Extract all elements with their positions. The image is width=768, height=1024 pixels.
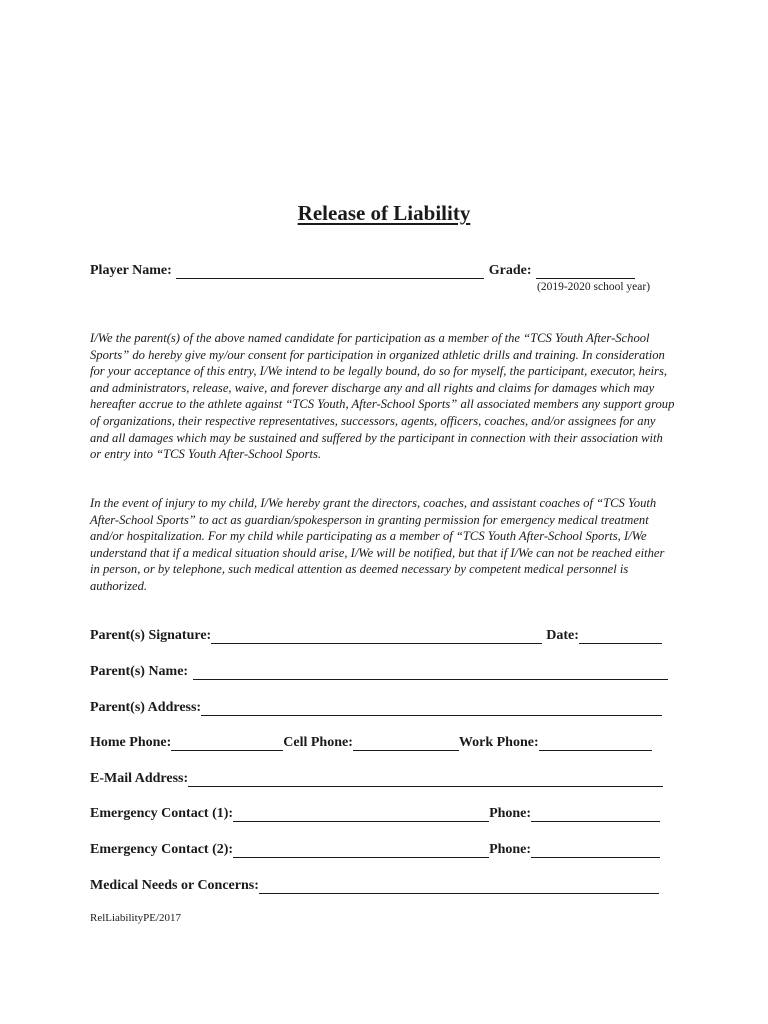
emergency-phone-1-field[interactable]: [531, 808, 660, 822]
phones-row: [90, 735, 652, 751]
player-name-label: Player Name:: [90, 263, 172, 278]
signature-row: [90, 628, 662, 644]
parent-signature-label: Parent(s) Signature:: [90, 628, 212, 643]
school-year-note: (2019-2020 school year): [537, 281, 651, 293]
parent-address-row: [90, 700, 662, 716]
emergency-contact-2-field[interactable]: [233, 844, 489, 858]
emergency-phone-2-label: Phone:: [489, 842, 532, 857]
work-phone-field[interactable]: [539, 737, 652, 751]
emergency-contact-1-field[interactable]: [233, 808, 489, 822]
medical-needs-row: [90, 878, 659, 894]
player-grade-row: [90, 263, 635, 279]
email-address-label: E-Mail Address:: [90, 771, 189, 786]
parent-signature-field[interactable]: [211, 630, 542, 644]
cell-phone-label: Cell Phone:: [283, 735, 353, 750]
player-name-field[interactable]: [176, 265, 484, 279]
medical-needs-field[interactable]: [259, 880, 659, 894]
emergency-contact-2-row: [90, 842, 660, 858]
medical-needs-label: Medical Needs or Concerns:: [90, 878, 259, 893]
emergency-contact-1-row: [90, 806, 660, 822]
emergency-phone-1-label: Phone:: [489, 806, 532, 821]
document-footer-code: RelLiabilityPE/2017: [90, 912, 182, 924]
work-phone-label: Work Phone:: [458, 735, 539, 750]
document-title: Release of Liability: [297, 201, 471, 225]
emergency-contact-2-label: Emergency Contact (2):: [90, 842, 234, 857]
grade-field[interactable]: [536, 265, 635, 279]
emergency-contact-1-label: Emergency Contact (1):: [90, 806, 234, 821]
home-phone-label: Home Phone:: [90, 735, 172, 750]
date-field[interactable]: [579, 630, 662, 644]
consent-paragraph: I/We the parent(s) of the above named candidate for participation as a member of the “TCS Youth After-School Sports” do hereby give my/our consent for participation in organized athletic drills and training. In consideration for your acceptance of this entry, I/We intend to be legally bound, do so for myself, the participant, executor, heirs, and administrators, release, waive, and forever discharge any and all rights and claims for damages which may hereafter accrue to the athlete against “TCS Youth, After-School Sports” all associated members any support group of organizations, their respective representatives, successors, agents, officers, coaches, and/or assignees for any and all damages which may be sustained and suffered by the participant in connection with their association with or entry into “TCS Youth After-School Sports.: [90, 331, 675, 462]
parent-address-field[interactable]: [201, 702, 662, 716]
home-phone-field[interactable]: [171, 737, 283, 751]
emergency-phone-2-field[interactable]: [531, 844, 660, 858]
parent-address-label: Parent(s) Address:: [90, 700, 202, 715]
parent-name-field[interactable]: [193, 666, 668, 680]
injury-paragraph: In the event of injury to my child, I/We hereby grant the directors, coaches, and assistant coaches of “TCS Youth After-School Sports” to act as guardian/spokesperson in granting permission for emergency medical treatment and/or hospitalization. For my child while participating as a member of “TCS Youth After-School Sports, I/We understand that if a medical situation should arise, I/We will be notified, but that if I/We can not be reached either in person, or by telephone, such medical attention as deemed necessary by competent medical personnel is authorized.: [90, 496, 665, 593]
cell-phone-field[interactable]: [353, 737, 459, 751]
grade-label: Grade:: [488, 263, 532, 278]
email-row: [90, 771, 663, 787]
parent-name-row: [90, 664, 668, 680]
parent-name-label: Parent(s) Name:: [90, 664, 189, 679]
date-label: Date:: [546, 628, 579, 643]
email-address-field[interactable]: [188, 773, 663, 787]
